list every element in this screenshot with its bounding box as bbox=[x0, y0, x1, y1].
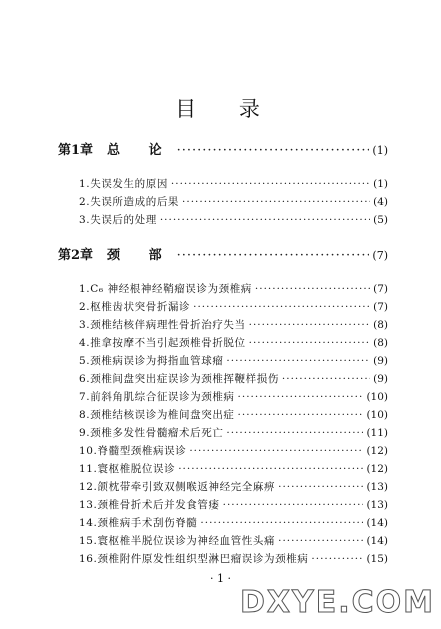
leader-dots bbox=[189, 445, 363, 457]
entry-page: (13) bbox=[366, 481, 388, 493]
entry-text: 4.推拿按摩不当引起颈椎骨折脱位 bbox=[79, 337, 246, 349]
entry-text: 10.脊髓型颈椎病误诊 bbox=[79, 445, 187, 457]
entry-page: (11) bbox=[366, 427, 388, 439]
toc-entry bbox=[79, 551, 388, 569]
entry-text: 1.C₆ 神经根神经鞘瘤误诊为颈椎病 bbox=[79, 283, 252, 295]
entry-text: 7.前斜角肌综合征误诊为颈椎病 bbox=[79, 391, 235, 403]
leader-dots bbox=[238, 391, 364, 403]
entry-page: (10) bbox=[366, 409, 388, 421]
entry-text: 9.颈椎多发性骨髓瘤术后死亡 bbox=[79, 427, 224, 439]
leader-dots bbox=[177, 248, 370, 263]
leader-dots bbox=[160, 214, 370, 226]
entry-page: (5) bbox=[373, 214, 388, 226]
chapter-number: 第1章 bbox=[58, 143, 94, 158]
toc-entry bbox=[79, 335, 388, 353]
toc-entry bbox=[79, 371, 388, 389]
leader-dots bbox=[278, 535, 363, 547]
leader-dots bbox=[282, 373, 370, 385]
leader-dots bbox=[278, 481, 363, 493]
leader-dots bbox=[249, 337, 371, 349]
entry-text: 1.失误发生的原因 bbox=[79, 178, 168, 190]
leader-dots bbox=[193, 301, 370, 313]
leader-dots bbox=[223, 499, 364, 511]
entry-text: 5.颈椎病误诊为拇指血管球瘤 bbox=[79, 355, 224, 367]
entry-page: (9) bbox=[373, 355, 388, 367]
entry-page: (8) bbox=[373, 337, 388, 349]
entry-text: 8.颈椎结核误诊为椎间盘突出症 bbox=[79, 409, 235, 421]
leader-dots bbox=[177, 143, 370, 158]
entry-text: 2.枢椎齿状突骨折漏诊 bbox=[79, 301, 191, 313]
leader-dots bbox=[182, 196, 370, 208]
entry-page: (8) bbox=[373, 319, 388, 331]
leader-dots bbox=[249, 319, 371, 331]
leader-dots bbox=[311, 553, 363, 565]
entry-text: 14.颈椎病手术刮伤脊髓 bbox=[79, 517, 198, 529]
toc-entry bbox=[79, 407, 388, 425]
toc-entry bbox=[79, 281, 388, 299]
entry-page: (4) bbox=[373, 196, 388, 208]
entry-page: (7) bbox=[373, 301, 388, 313]
toc-entry bbox=[79, 497, 388, 515]
chapter-page: (1) bbox=[372, 144, 388, 157]
chapter-heading bbox=[58, 139, 388, 157]
chapter-heading bbox=[58, 244, 388, 262]
chapter-title: 颈 部 bbox=[107, 248, 174, 263]
leader-dots bbox=[226, 427, 363, 439]
toc-entry bbox=[79, 194, 388, 212]
toc-entry bbox=[79, 479, 388, 497]
entry-text: 13.颈椎骨折术后并发食管瘘 bbox=[79, 499, 220, 511]
leader-dots bbox=[238, 409, 364, 421]
entry-page: (12) bbox=[366, 463, 388, 475]
entry-page: (9) bbox=[373, 373, 388, 385]
toc-entry bbox=[79, 389, 388, 407]
watermark: DXYE.COM bbox=[240, 585, 436, 620]
entry-text: 2.失误所造成的后果 bbox=[79, 196, 180, 208]
toc-entry bbox=[79, 317, 388, 335]
leader-dots bbox=[226, 355, 370, 367]
toc-entry bbox=[79, 212, 388, 230]
entry-page: (1) bbox=[373, 178, 388, 190]
toc-entry bbox=[79, 461, 388, 479]
leader-dots bbox=[171, 178, 370, 190]
entry-text: 12.颌枕带牵引致双侧喉返神经完全麻痹 bbox=[79, 481, 276, 493]
entry-page: (14) bbox=[366, 535, 388, 547]
page-number: · 1 · bbox=[210, 572, 231, 585]
toc-entry bbox=[79, 176, 388, 194]
toc-entry bbox=[79, 443, 388, 461]
entry-text: 3.颈椎结核伴病理性骨折治疗失当 bbox=[79, 319, 246, 331]
entry-text: 16.颈椎附件原发性组织型淋巴瘤误诊为颈椎病 bbox=[79, 553, 309, 565]
leader-dots bbox=[255, 283, 370, 295]
toc-entry bbox=[79, 299, 388, 317]
chapter-page: (7) bbox=[372, 249, 388, 262]
entry-page: (14) bbox=[366, 517, 388, 529]
chapter-number: 第2章 bbox=[58, 248, 94, 263]
entry-text: 3.失误后的处理 bbox=[79, 214, 157, 226]
toc-entry bbox=[79, 533, 388, 551]
entry-page: (10) bbox=[366, 391, 388, 403]
entry-page: (15) bbox=[366, 553, 388, 565]
leader-dots bbox=[178, 463, 363, 475]
entry-text: 6.颈椎间盘突出症误诊为颈椎挥鞭样损伤 bbox=[79, 373, 279, 385]
entry-page: (13) bbox=[366, 499, 388, 511]
toc-entry bbox=[79, 353, 388, 371]
toc-entry bbox=[79, 515, 388, 533]
entry-text: 11.寰枢椎脱位误诊 bbox=[79, 463, 176, 475]
entry-page: (12) bbox=[366, 445, 388, 457]
toc-entry bbox=[79, 425, 388, 443]
entry-text: 15.寰枢椎半脱位误诊为神经血管性头痛 bbox=[79, 535, 276, 547]
chapter-title: 总 论 bbox=[107, 143, 174, 158]
entry-page: (7) bbox=[373, 283, 388, 295]
leader-dots bbox=[200, 517, 363, 529]
page-title: 目 录 bbox=[175, 97, 278, 121]
